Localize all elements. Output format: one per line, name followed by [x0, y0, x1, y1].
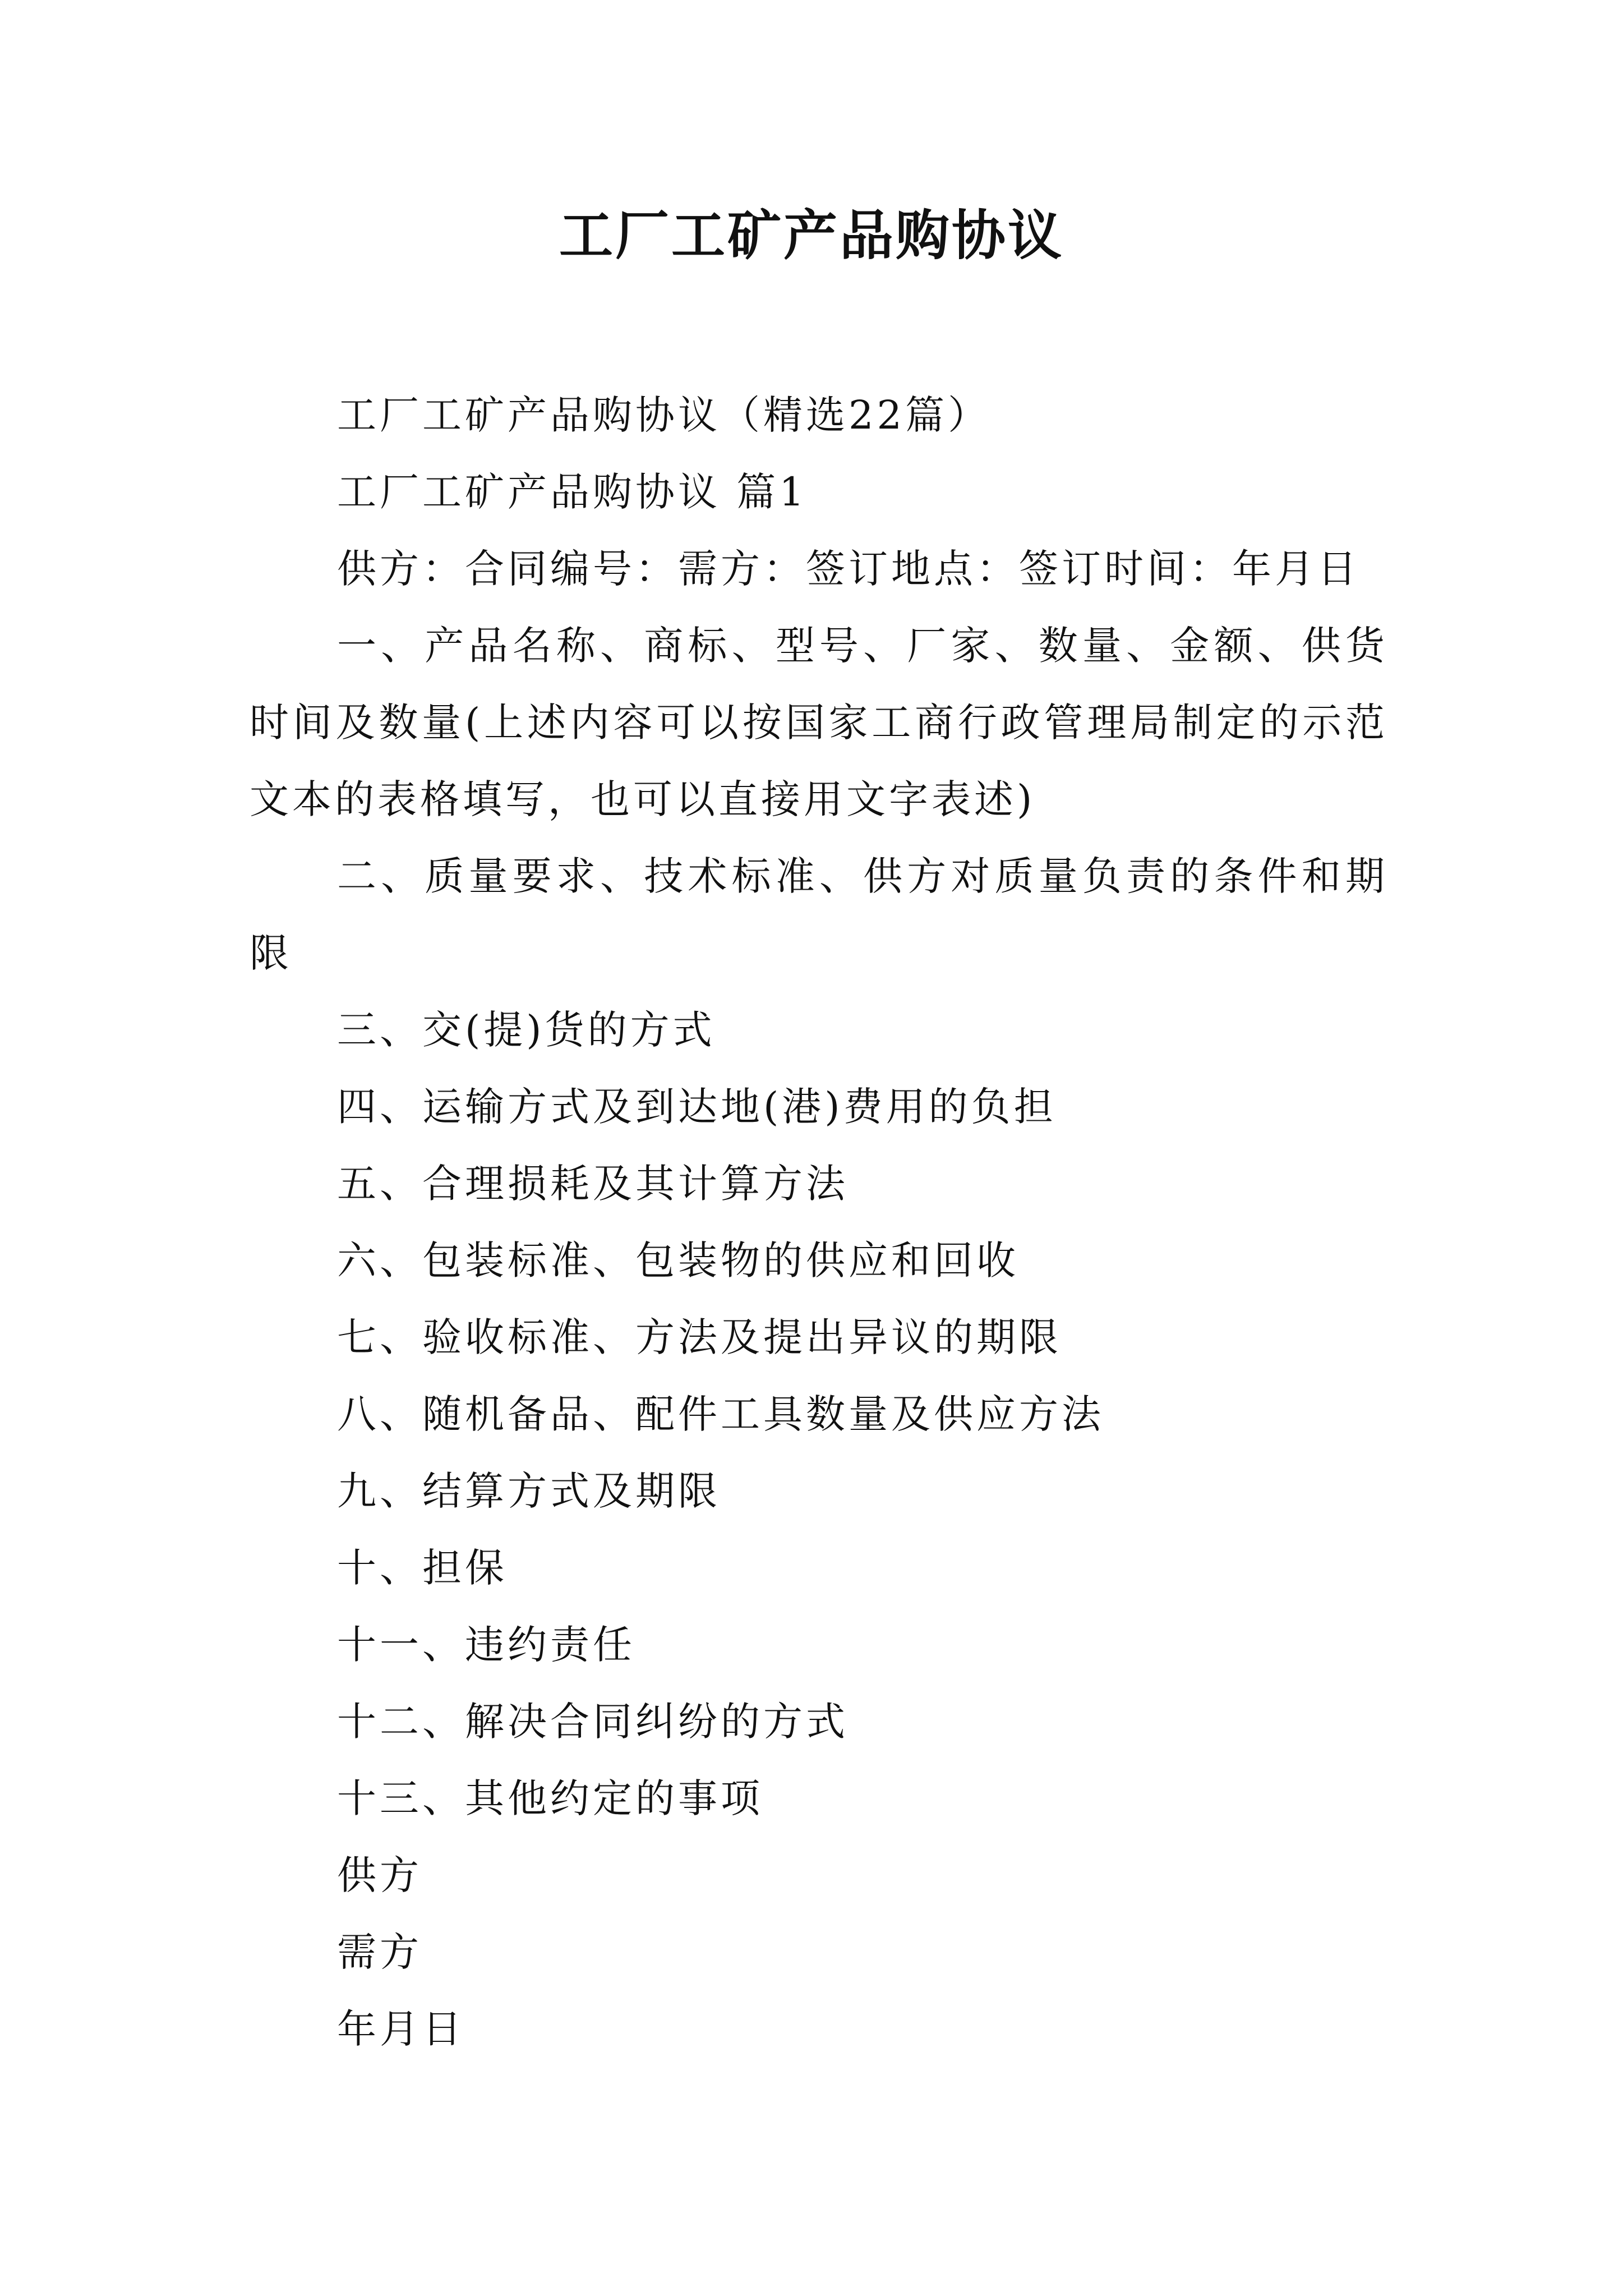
- section-heading: 工厂工矿产品购协议 篇1: [337, 469, 808, 515]
- clause-9: 九、结算方式及期限: [337, 1468, 721, 1514]
- document-body: [250, 377, 1388, 2068]
- signature-supplier: 供方: [337, 1852, 422, 1898]
- subtitle-paragraph: 工厂工矿产品购协议（精选22篇）: [337, 392, 991, 438]
- clause-11: 十一、违约责任: [337, 1622, 635, 1668]
- clause-2: 二、质量要求、技术标准、供方对质量负责的条件和期限: [250, 853, 1388, 976]
- clause-7: 七、验收标准、方法及提出异议的期限: [337, 1314, 1062, 1360]
- clause-12: 十二、解决合同纠纷的方式: [337, 1699, 849, 1745]
- clause-1: 一、产品名称、商标、型号、厂家、数量、金额、供货时间及数量(上述内容可以按国家工商行政管理局制定的示范文本的表格填写，也可以直接用文字表述): [250, 623, 1388, 822]
- clause-10: 十、担保: [337, 1545, 508, 1591]
- clause-8: 八、随机备品、配件工具数量及供应方法: [337, 1391, 1104, 1437]
- clause-13: 十三、其他约定的事项: [337, 1775, 763, 1821]
- contract-header-fields: 供方：合同编号：需方：签订地点：签订时间：年月日: [337, 546, 1360, 592]
- document-title: 工厂工矿产品购协议: [559, 204, 1064, 267]
- clause-4: 四、运输方式及到达地(港)费用的负担: [337, 1084, 1057, 1130]
- clause-3: 三、交(提)货的方式: [337, 1007, 716, 1053]
- clause-6: 六、包装标准、包装物的供应和回收: [337, 1237, 1019, 1283]
- signature-buyer: 需方: [337, 1929, 422, 1975]
- clause-5: 五、合理损耗及其计算方法: [337, 1161, 849, 1207]
- signature-date: 年月日: [337, 2006, 465, 2052]
